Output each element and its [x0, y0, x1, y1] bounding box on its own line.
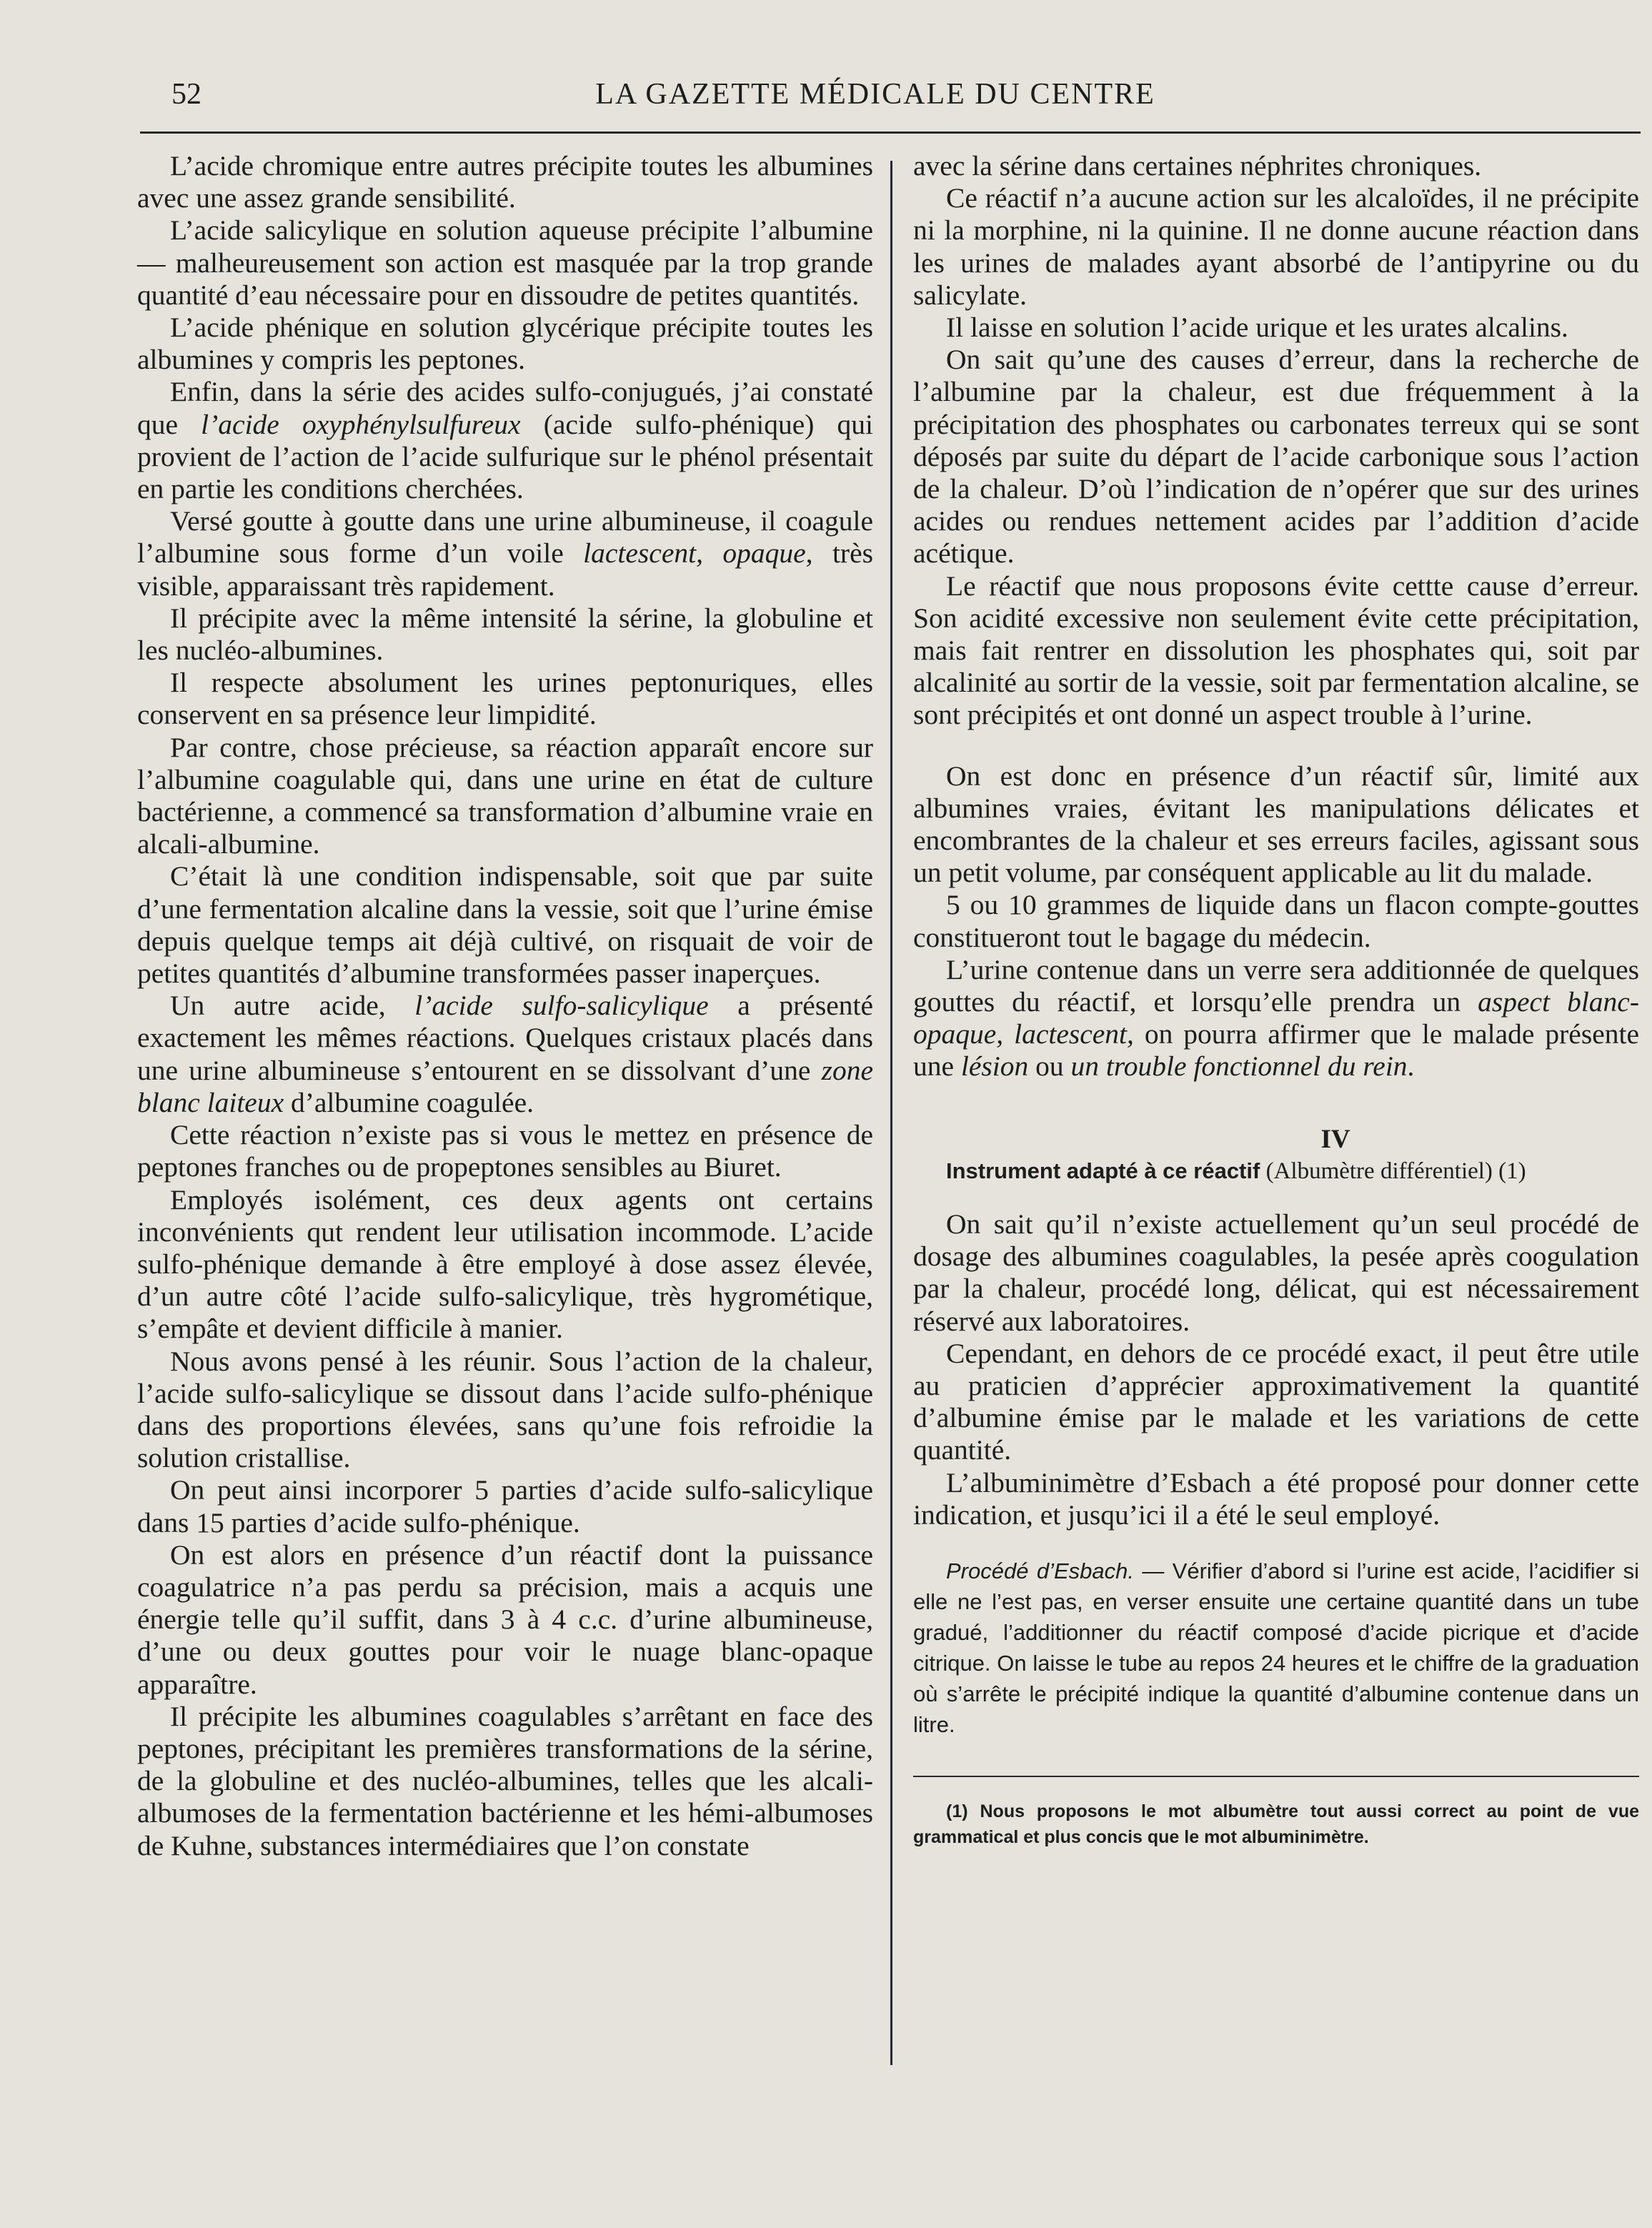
paragraph: [913, 344, 1639, 570]
paragraph: [137, 667, 873, 731]
text-run: Par contre, chose précieuse, sa réaction apparaît encore sur l’albumine coagulable qui, dans une urine en état de culture bactérienne, a commencé sa transformation d’albumine vraie en alcali-albumine.: [137, 731, 873, 860]
paragraph: [137, 602, 873, 667]
text-run: on pourra affirmer que le malade présente une: [913, 1018, 1639, 1083]
paragraph: [137, 990, 873, 1119]
paragraph: [137, 312, 873, 376]
section-gap: [913, 1187, 1639, 1208]
italic-phrase: un trouble fonctionnel du rein: [1070, 1050, 1408, 1083]
text-run: L’albuminimètre d’Esbach a été proposé pour donner cette indication, et jusqu’ici il a été le seul employé.: [913, 1466, 1639, 1531]
paragraph: [913, 1467, 1639, 1531]
paragraph: [913, 570, 1639, 732]
paragraph-gap: [913, 732, 1639, 760]
paragraph: [137, 732, 873, 861]
footnote: (1) Nous proposons le mot albumètre tout aussi correct au point de vue grammatical et plus concis que le mot albuminimètre.: [913, 1801, 1639, 1847]
section-gap: [913, 1531, 1639, 1556]
right-column-top: [913, 150, 1639, 732]
paragraph: [913, 1338, 1639, 1467]
text-run: Il respecte absolument les urines peptonuriques, elles conservent en sa présence leur limpidité.: [137, 667, 873, 731]
paragraph: [913, 889, 1639, 953]
text-run: Il précipite avec la même intensité la sérine, la globuline et les nucléo-albumines.: [137, 602, 873, 667]
procedure-text: — Vérifier d’abord si l’urine est acide, l’acidifier si elle ne l’est pas, en verser ensuite une certaine quantité dans un tube gradué, l’additionner du réactif composé d’acide picrique et d’acide citrique. On laisse le tube au repos 24 heures et le chiffre de la graduation où s’arrête le précipité indique la quantité d’albumine contenue dans un litre.: [913, 1558, 1639, 1737]
text-run: Versé goutte à goutte dans une urine albumineuse, il coagule l’albumine sous forme d’un voile: [137, 505, 873, 570]
subheading-bold: Instrument adapté à ce réactif: [946, 1158, 1260, 1183]
italic-phrase: lésion: [960, 1050, 1029, 1083]
text-run: On est donc en présence d’un réactif sûr, limité aux albumines vraies, évitant les manipulations délicates et encombrantes de la chaleur et ses erreurs faciles, agissant sous un petit volume, par conséquent applicable au lit du malade.: [913, 760, 1639, 889]
page-header: [171, 77, 1579, 120]
text-run: (acide sulfo-phénique) qui provient de l’action de l’acide sulfurique sur le phénol présentait en partie les conditions cherchées.: [137, 408, 873, 505]
section-gap: [913, 1083, 1639, 1123]
page-number: 52: [171, 78, 201, 111]
paragraph: [913, 312, 1639, 344]
paragraph: [137, 860, 873, 990]
text-run: On peut ainsi incorporer 5 parties d’acide sulfo-salicylique dans 15 parties d’acide sulfo-phénique.: [137, 1474, 873, 1538]
text-run: Ce réactif n’a aucune action sur les alcaloïdes, il ne précipite ni la morphine, ni la quinine. Il ne donne aucune réaction dans les urines de malades ayant absorbé de l’antipyrine ou du salicylate.: [913, 182, 1639, 311]
text-run: L’acide phénique en solution glycérique précipite toutes les albumines y compris les peptones.: [137, 312, 873, 376]
text-run: On sait qu’il n’existe actuellement qu’un seul procédé de dosage des albumines coagulables, la pesée après coogulation par la chaleur, procédé long, délicat, qui est nécessairement réservé aux laboratoires.: [913, 1208, 1639, 1337]
header-rule: [140, 131, 1641, 134]
text-run: Il laisse en solution l’acide urique et les urates alcalins.: [946, 312, 1568, 344]
text-run: Nous avons pensé à les réunir. Sous l’action de la chaleur, l’acide sulfo-salicylique se dissout dans l’acide sulfo-phénique dans des proportions élevées, sans qu’une fois refroidie la solution cristallise.: [137, 1345, 873, 1474]
text-run: On sait qu’une des causes d’erreur, dans la recherche de l’albumine par la chaleur, est due fréquemment à la précipitation des phosphates ou carbonates terreux qui se sont déposés par suite du départ de l’acide carbonique sous l’action de la chaleur. D’où l’indication de n’opérer que sur des urines acides ou rendues nettement acides par l’addition d’acide acétique.: [913, 344, 1639, 570]
italic-phrase: zone blanc laiteux: [137, 1054, 873, 1118]
paragraph: [913, 182, 1639, 312]
paragraph: [913, 954, 1639, 1083]
paragraph: [137, 1346, 873, 1475]
paragraph: [137, 1119, 873, 1183]
paragraph: [913, 150, 1639, 182]
text-run: Il précipite les albumines coagulables s’arrêtant en face des peptones, précipitant les premières transformations de la sérine, de la globuline et des nucléo-albumines, telles que les alcali-albumoses de la fermentation bactérienne et les hémi-albumoses de Kuhne, substances intermédiaires que l’on constate: [137, 1700, 873, 1861]
text-run: On est alors en présence d’un réactif dont la puissance coagulatrice n’a pas perdu sa précision, mais a acquis une énergie telle qu’il suffit, dans 3 à 4 c.c. d’urine albumineuse, d’une ou deux gouttes pour voir le nuage blanc-opaque apparaître.: [137, 1538, 873, 1700]
text-run: Cependant, en dehors de ce procédé exact, il peut être utile au praticien d’apprécier approximativement la quantité d’albumine émise par le malade et les variations de cette quantité.: [913, 1337, 1639, 1466]
text-run: Le réactif que nous proposons évite cettte cause d’erreur. Son acidité excessive non seulement évite cette précipitation, mais fait rentrer en dissolution les phosphates qui, soit par alcalinité au sortir de la vessie, soit par fermentation alcaline, se sont précipités et ont donné un aspect trouble à l’urine.: [913, 570, 1639, 731]
text-run: Un autre acide,: [170, 990, 415, 1022]
paragraph: [137, 1474, 873, 1538]
paragraph: [137, 1701, 873, 1862]
text-run: d’albumine coagulée.: [284, 1086, 534, 1118]
italic-phrase: l’acide sulfo-salicylique: [414, 990, 709, 1022]
section-number: IV: [1320, 1124, 1350, 1154]
text-run: L’urine contenue dans un verre sera additionnée de quelques gouttes du réactif, et lorsqu’elle prendra un: [913, 953, 1639, 1018]
text-run: L’acide chromique entre autres précipite toutes les albumines avec une assez grande sensibilité.: [137, 150, 873, 214]
italic-phrase: aspect blanc-opaque, lactescent,: [913, 986, 1639, 1050]
text-run: avec la sérine dans certaines néphrites chroniques.: [913, 150, 1482, 181]
subheading-rest: (Albumètre différentiel) (1): [1260, 1158, 1526, 1184]
text-run: .: [1407, 1050, 1415, 1083]
paragraph: [913, 1208, 1639, 1338]
paragraph: [137, 214, 873, 312]
paragraph: [137, 376, 873, 505]
column-divider: [890, 161, 892, 2065]
paragraph: [137, 1184, 873, 1346]
text-run: Employés isolément, ces deux agents ont certains inconvénients qut rendent leur utilisation incommode. L’acide sulfo-phénique demande à être employé à dose assez élevée, d’un autre côté l’acide sulfo-salicylique, très hygrométique, s’empâte et devient difficile à manier.: [137, 1183, 873, 1345]
right-column-bottom: [913, 1208, 1639, 1531]
text-run: Cette réaction n’existe pas si vous le mettez en présence de peptones franches ou de propeptones sensibles au Biuret.: [137, 1119, 873, 1183]
paragraph: [137, 505, 873, 602]
text-run: 5 ou 10 grammes de liquide dans un flacon compte-gouttes constitueront tout le bagage du médecin.: [913, 889, 1639, 953]
left-column: [137, 150, 873, 1862]
text-run: très visible, apparaissant très rapidement.: [137, 537, 873, 602]
right-column-middle: [913, 760, 1639, 1083]
running-title: LA GAZETTE MÉDICALE DU CENTRE: [595, 78, 1155, 111]
italic-phrase: lactescent, opaque,: [583, 537, 813, 570]
paragraph: [137, 150, 873, 214]
right-column: [913, 150, 1639, 1850]
text-run: Enfin, dans la série des acides sulfo-conjugués, j’ai constaté que: [137, 376, 873, 440]
paragraph: [137, 1539, 873, 1701]
text-run: a présenté exactement les mêmes réactions. Quelques cristaux placés dans une urine albumineuse s’entourent en se dissolvant d’une: [137, 990, 873, 1086]
procedure-paragraph: [913, 1556, 1639, 1740]
section-subheading: [913, 1155, 1639, 1187]
text-run: C’était là une condition indispensable, soit que par suite d’une fermentation alcaline dans la vessie, soit que l’urine émise depuis quelque temps ait déjà cultivé, on risquait de voir de petites quantités d’albumine transformées passer inaperçues.: [137, 860, 873, 990]
text-run: ou: [1028, 1050, 1071, 1083]
paragraph: [913, 760, 1639, 890]
text-run: L’acide salicylique en solution aqueuse précipite l’albumine — malheureusement son action est masquée par la trop grande quantité d’eau nécessaire pour en dissoudre de petites quantités.: [137, 214, 873, 311]
footnote-rule: [913, 1776, 1639, 1777]
italic-phrase: l’acide oxyphénylsulfureux: [201, 408, 521, 440]
procedure-label: Procédé d’Esbach.: [946, 1558, 1134, 1583]
